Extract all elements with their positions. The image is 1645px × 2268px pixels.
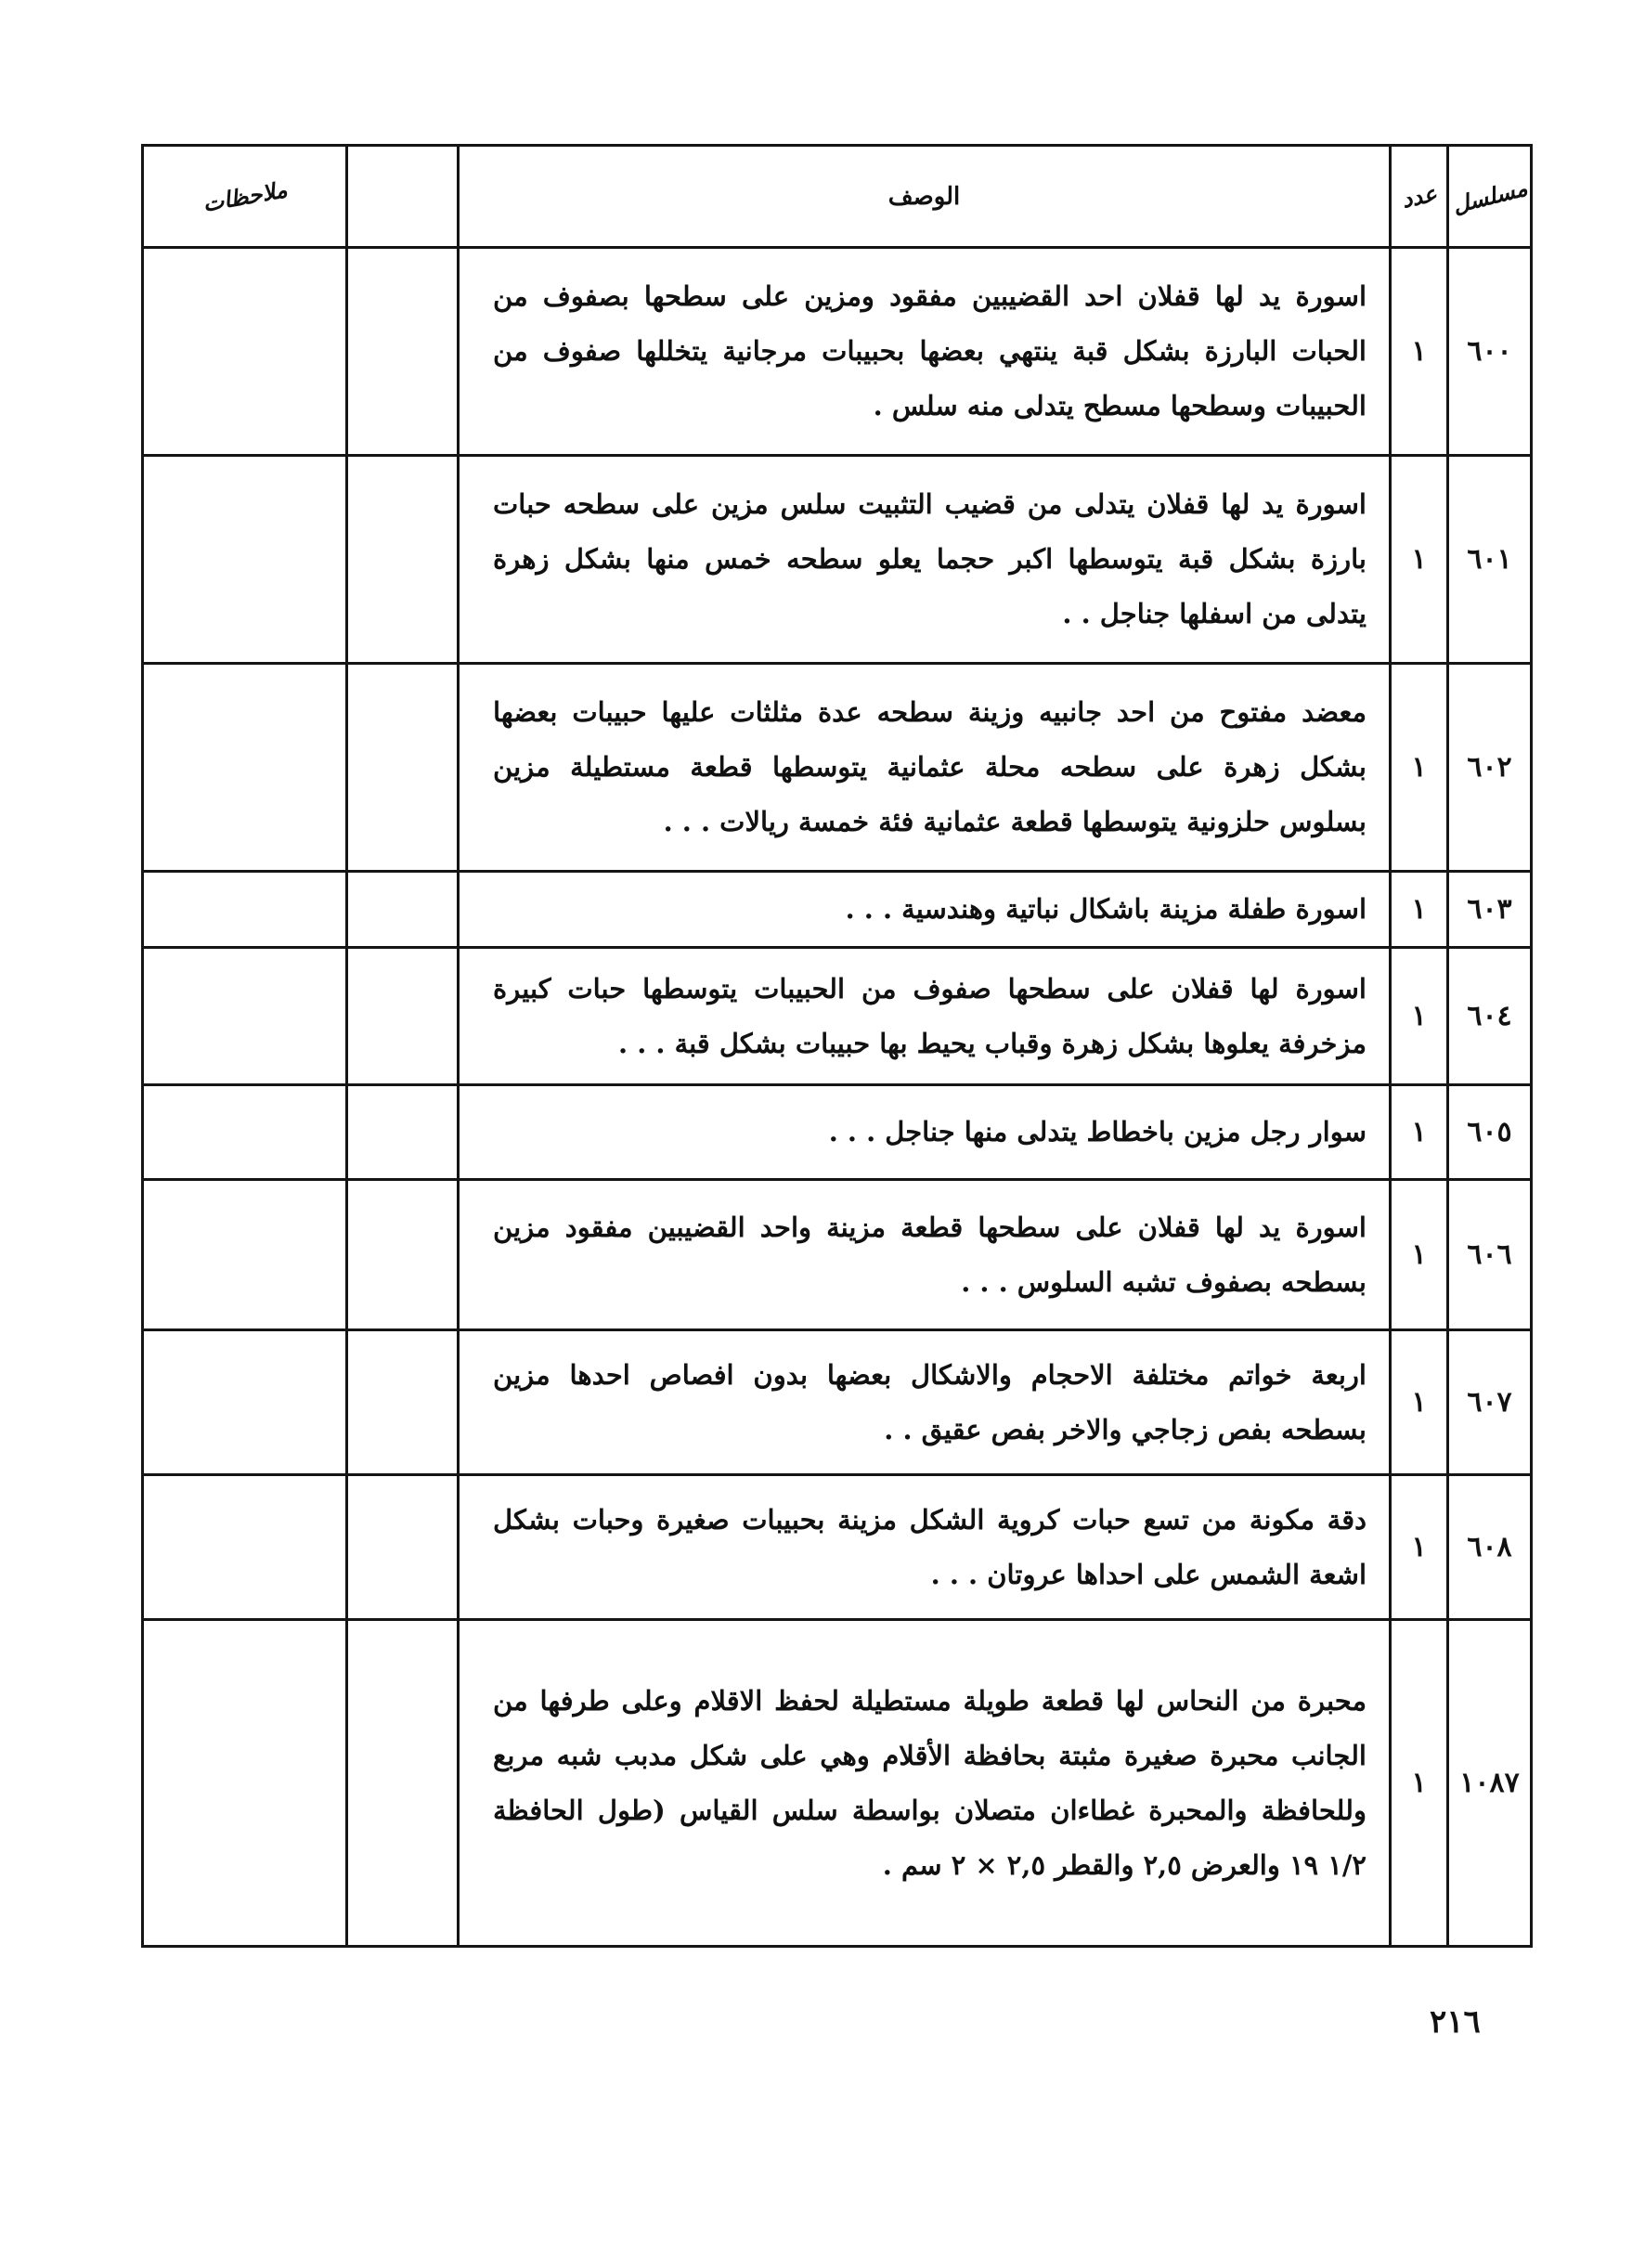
header-notes: ملاحظات — [143, 146, 347, 248]
description-cell: سوار رجل مزين باخطاط يتدلى منها جناجل . . . — [459, 1085, 1391, 1180]
description-cell: اسورة طفلة مزينة باشكال نباتية وهندسية . . . — [459, 872, 1391, 948]
table-row — [143, 456, 1532, 664]
count-cell: ١ — [1391, 1475, 1448, 1620]
blank-cell — [347, 456, 459, 664]
count-cell: ١ — [1391, 248, 1448, 456]
table-header-row — [143, 146, 1532, 248]
description-cell: محبرة من النحاس لها قطعة طويلة مستطيلة لحفظ الاقلام وعلى طرفها من الجانب محبرة صغيرة مثبتة بحافظة الأقلام وهي على شكل مدبب شبه مربع وللحافظة والمحبرة غطاءان متصلان بواسطة سلس القياس (طول الحافظة ١/٢ ١٩ والعرض ٢,٥ والقطر ٢,٥ × ٢ سم . — [459, 1620, 1391, 1947]
table-row — [143, 1475, 1532, 1620]
notes-cell — [143, 1085, 347, 1180]
description-cell: اسورة يد لها قفلان يتدلى من قضيب التثبيت سلس مزين على سطحه حبات بارزة بشكل قبة يتوسطها اكبر حجما يعلو سطحه خمس منها بشكل زهرة يتدلى من اسفلها جناجل . . — [459, 456, 1391, 664]
notes-cell — [143, 872, 347, 948]
serial-cell: ٦٠٨ — [1448, 1475, 1532, 1620]
description-cell: اسورة يد لها قفلان احد القضيبين مفقود ومزين على سطحها بصفوف من الحبات البارزة بشكل قبة ينتهي بعضها بحبيبات مرجانية يتخللها صفوف من الحبيبات وسطحها مسطح يتدلى منه سلس . — [459, 248, 1391, 456]
table-row — [143, 1085, 1532, 1180]
serial-cell: ٦٠٢ — [1448, 664, 1532, 872]
blank-cell — [347, 664, 459, 872]
description-cell: دقة مكونة من تسع حبات كروية الشكل مزينة بحبيبات صغيرة وحبات بشكل اشعة الشمس على احداها عروتان . . . — [459, 1475, 1391, 1620]
serial-cell: ٦٠٧ — [1448, 1330, 1532, 1475]
blank-cell — [347, 1330, 459, 1475]
header-description: الوصف — [459, 146, 1391, 248]
inventory-table — [141, 144, 1533, 1948]
table-row — [143, 248, 1532, 456]
count-cell: ١ — [1391, 1085, 1448, 1180]
serial-cell: ٦٠٦ — [1448, 1180, 1532, 1330]
table-row — [143, 872, 1532, 948]
table-row — [143, 948, 1532, 1085]
notes-cell — [143, 664, 347, 872]
table-row — [143, 1180, 1532, 1330]
description-cell: معضد مفتوح من احد جانبيه وزينة سطحه عدة مثلثات عليها حبيبات بعضها بشكل زهرة على سطحه محلة عثمانية يتوسطها قطعة مستطيلة مزين بسلوس حلزونية يتوسطها قطعة عثمانية فئة خمسة ريالات . . . — [459, 664, 1391, 872]
notes-cell — [143, 1180, 347, 1330]
serial-cell: ٦٠٥ — [1448, 1085, 1532, 1180]
description-cell: اسورة لها قفلان على سطحها صفوف من الحبيبات يتوسطها حبات كبيرة مزخرفة يعلوها بشكل زهرة وقباب يحيط بها حبيبات بشكل قبة . . . — [459, 948, 1391, 1085]
serial-cell: ٦٠٣ — [1448, 872, 1532, 948]
notes-cell — [143, 948, 347, 1085]
count-cell: ١ — [1391, 1330, 1448, 1475]
table-row — [143, 1620, 1532, 1947]
notes-cell — [143, 456, 347, 664]
notes-cell — [143, 248, 347, 456]
serial-cell: ١٠٨٧ — [1448, 1620, 1532, 1947]
blank-cell — [347, 1085, 459, 1180]
count-cell: ١ — [1391, 872, 1448, 948]
notes-cell — [143, 1620, 347, 1947]
count-cell: ١ — [1391, 1180, 1448, 1330]
description-cell: اسورة يد لها قفلان على سطحها قطعة مزينة واحد القضيبين مفقود مزين بسطحه بصفوف تشبه السلوس . . . — [459, 1180, 1391, 1330]
blank-cell — [347, 1475, 459, 1620]
blank-cell — [347, 248, 459, 456]
blank-cell — [347, 872, 459, 948]
serial-cell: ٦٠٤ — [1448, 948, 1532, 1085]
notes-cell — [143, 1475, 347, 1620]
notes-cell — [143, 1330, 347, 1475]
table-row — [143, 1330, 1532, 1475]
blank-cell — [347, 1620, 459, 1947]
serial-cell: ٦٠١ — [1448, 456, 1532, 664]
count-cell: ١ — [1391, 456, 1448, 664]
header-serial: مسلسل — [1448, 146, 1532, 248]
page-number: ٢١٦ — [1430, 2003, 1481, 2041]
count-cell: ١ — [1391, 664, 1448, 872]
count-cell: ١ — [1391, 1620, 1448, 1947]
description-cell: اربعة خواتم مختلفة الاحجام والاشكال بعضها بدون افصاص احدها مزين بسطحه بفص زجاجي والاخر بفص عقيق . . — [459, 1330, 1391, 1475]
blank-cell — [347, 1180, 459, 1330]
blank-cell — [347, 948, 459, 1085]
count-cell: ١ — [1391, 948, 1448, 1085]
header-count: عدد — [1391, 146, 1448, 248]
table-row — [143, 664, 1532, 872]
serial-cell: ٦٠٠ — [1448, 248, 1532, 456]
header-blank — [347, 146, 459, 248]
